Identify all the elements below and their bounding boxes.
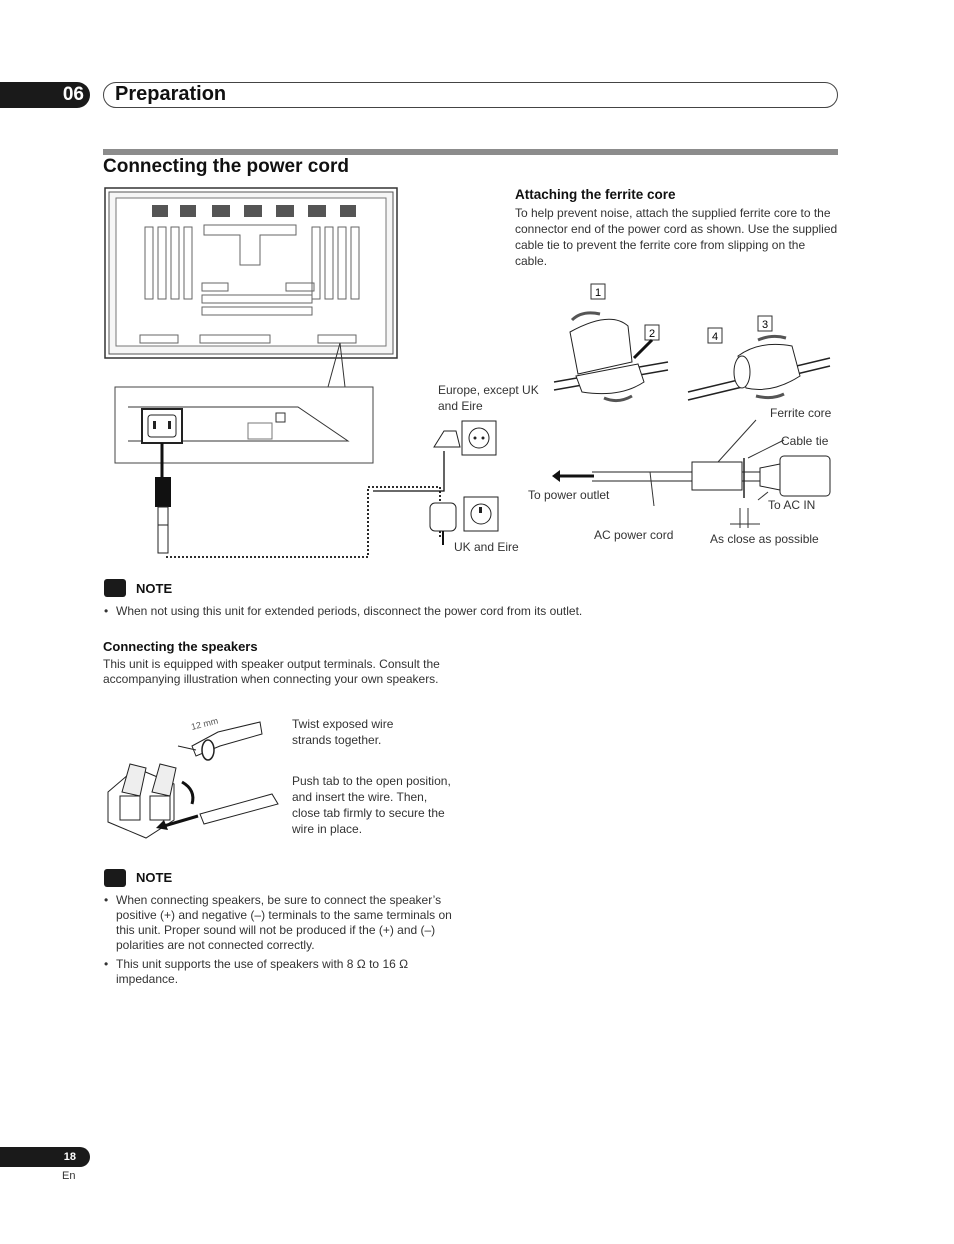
to-power-outlet-label: To power outlet <box>528 488 610 502</box>
chapter-number: 06 <box>0 82 90 108</box>
step-2-label: 2 <box>648 328 656 340</box>
speakers-body: This unit is equipped with speaker output terminals. Consult the accompanying illustration when connecting your own speakers. <box>103 657 440 686</box>
power-cord-diagram <box>100 185 545 565</box>
note-2-item: • When connecting speakers, be sure to connect the speaker’s positive (+) and negative (–) terminals to the same terminals on this unit. Proper sound will not be produced if the (+) and (–) polarities are not connected correctly. <box>104 893 460 953</box>
wire-length-label: 12 mm <box>190 715 220 732</box>
note-1-item: • When not using this unit for extended periods, disconnect the power cord from its outlet. <box>104 604 804 619</box>
note-2-item: • This unit supports the use of speakers with 8 Ω to 16 Ω impedance. <box>104 957 460 987</box>
push-text: Push tab to the open position, and insert the wire. Then, close tab firmly to secure the wire in place. <box>292 774 451 836</box>
section-title: Connecting the power cord <box>103 156 349 177</box>
ferrite-body: To help prevent noise, attach the supplied ferrite core to the connector end of the power cord as shown. Use the supplied cable tie to prevent the ferrite core from slipping on the cable. <box>515 206 838 268</box>
note-icon-2 <box>104 869 126 887</box>
uk-plug-label: UK and Eire <box>454 540 519 554</box>
page-number: 18 <box>0 1147 90 1167</box>
ferrite-heading: Attaching the ferrite core <box>515 187 676 202</box>
step-3-label: 3 <box>761 319 769 331</box>
twist-text: Twist exposed wire strands together. <box>292 717 394 747</box>
as-close-label: As close as possible <box>710 532 819 546</box>
chapter-title: Preparation <box>115 83 227 105</box>
to-ac-in-label: To AC IN <box>768 498 816 512</box>
step-4-label: 4 <box>711 331 719 343</box>
ferrite-core-diagram <box>520 280 840 560</box>
cable-tie-label: Cable tie <box>781 434 829 448</box>
europe-plug-label: Europe, except UK and Eire <box>438 383 539 413</box>
section-rule <box>103 149 838 155</box>
step-1-label: 1 <box>594 287 602 299</box>
note-icon <box>104 579 126 597</box>
ac-power-cord-label: AC power cord <box>594 528 674 542</box>
speakers-heading: Connecting the speakers <box>103 639 258 654</box>
note-1-list <box>104 604 804 623</box>
speaker-terminal-diagram <box>100 712 290 842</box>
language-label: En <box>62 1170 76 1182</box>
note-2-label: NOTE <box>136 870 173 885</box>
note-1-label: NOTE <box>136 581 173 596</box>
ferrite-core-label: Ferrite core <box>770 406 832 420</box>
note-2-list <box>104 893 460 991</box>
